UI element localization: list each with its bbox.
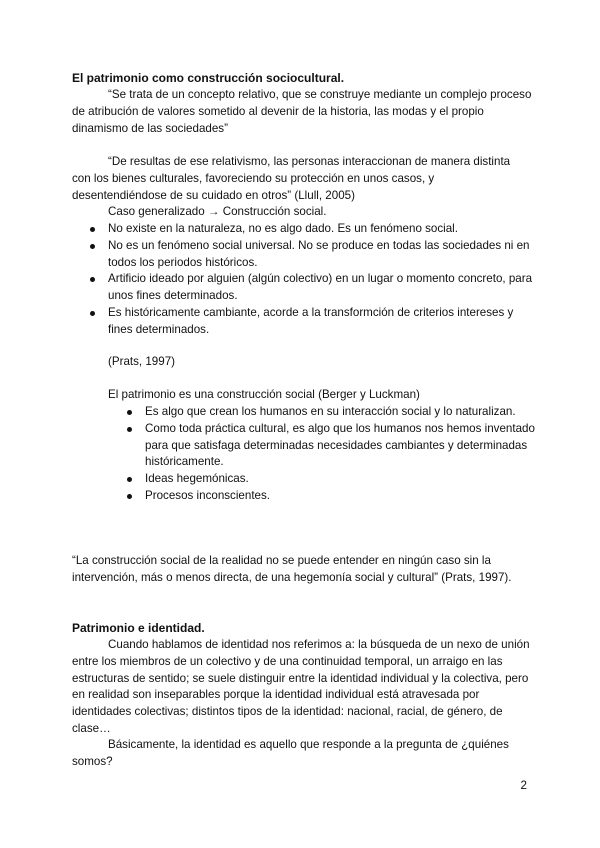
case-generalized-line: Caso generalizado → Construcción social.	[108, 205, 327, 218]
identity-summary-paragraph: Básicamente, la identidad es aquello que responde a la pregunta de ¿quiénes somos?	[72, 738, 509, 768]
list-item: Es históricamente cambiante, acorde a la transformción de criterios intereses y fines determinados.	[89, 305, 535, 339]
list-item: Procesos inconscientes.	[126, 488, 536, 505]
list-item: Como toda práctica cultural, es algo que los humanos nos hemos inventado para que satisfaga determinadas necesidades cambiantes y determinadas históricamente.	[126, 421, 536, 471]
citation-prats: (Prats, 1997)	[108, 355, 176, 368]
identity-paragraph: Cuando hablamos de identidad nos referimos a: la búsqueda de un nexo de unión entre los miembros de un colectivo y de una continuidad temporal, un arraigo en las estructuras de sentido; se suele distinguir entre la identidad individual y la colectiva, pero en realidad son inseparables porque la identidad individual está atravesada por identidades colectivas; distintos tipos de la identidad: nacional, racial, de género, de clase…	[72, 638, 530, 735]
page-number: 2	[520, 779, 527, 792]
quote-paragraph-1: “Se trata de un concepto relativo, que se construye mediante un complejo proceso de atribución de valores sometido al devenir de la historia, las modas y el propio dinamismo de las sociedades”	[72, 88, 532, 135]
list-item: No existe en la naturaleza, no es algo dado. Es un fenómeno social.	[89, 221, 535, 238]
section-heading-patrimonio-construccion: El patrimonio como construcción sociocultural.	[72, 71, 345, 85]
bullet-list	[89, 221, 535, 339]
quote-paragraph-3: “La construcción social de la realidad no se puede entender en ningún caso sin la intervención, más o menos directa, de una hegemonía social y cultural” (Prats, 1997).	[72, 554, 512, 584]
list-item: Ideas hegemónicas.	[126, 471, 536, 488]
quote-paragraph-2: “De resultas de ese relativismo, las personas interaccionan de manera distinta con los bienes culturales, favoreciendo su protección en unos casos, y desentendiéndose de su cuidado en otros” (Llull, 2005)	[72, 155, 511, 202]
berger-luckman-line: El patrimonio es una construcción social (Berger y Luckman)	[108, 388, 420, 401]
list-item: No es un fenómeno social universal. No se produce en todas las sociedades ni en todos los periodos históricos.	[89, 238, 535, 272]
section-heading-patrimonio-identidad: Patrimonio e identidad.	[72, 621, 205, 635]
list-item: Es algo que crean los humanos en su interacción social y lo naturalizan.	[126, 404, 536, 421]
sub-bullet-list	[126, 404, 536, 505]
list-item: Artificio ideado por alguien (algún colectivo) en un lugar o momento concreto, para unos fines determinados.	[89, 271, 535, 305]
